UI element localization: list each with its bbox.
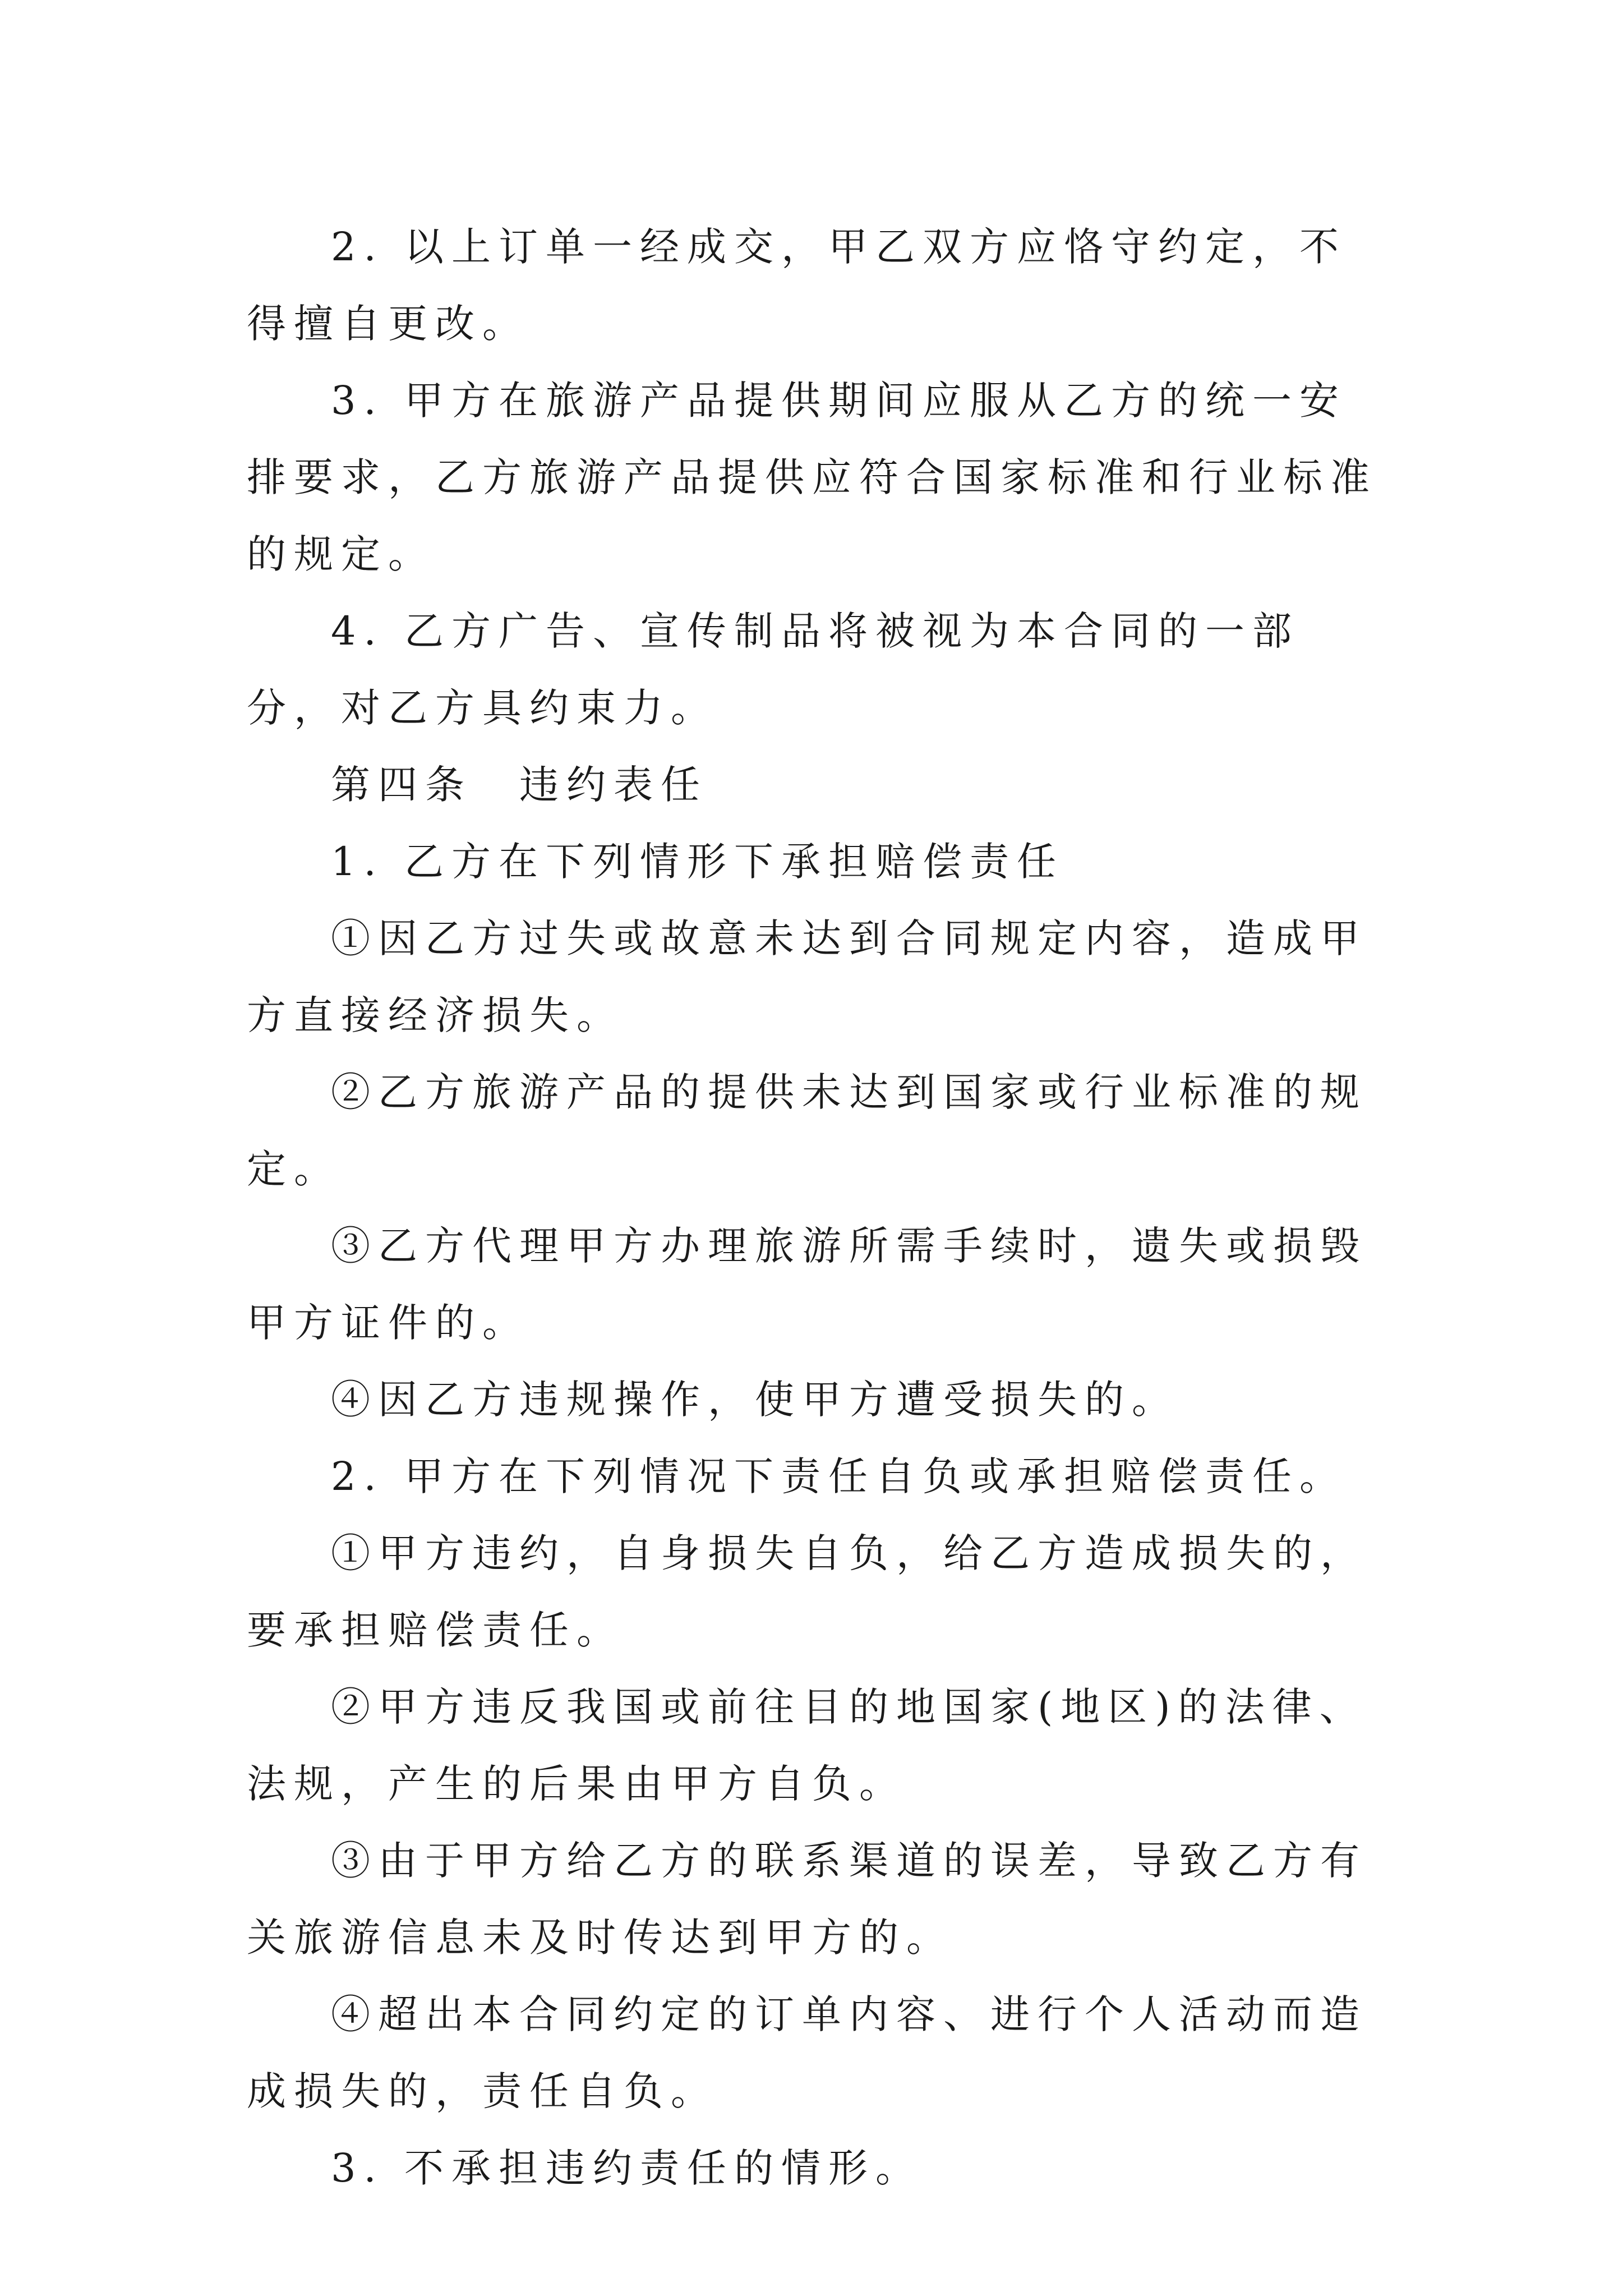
list-item-b-2: ②乙方旅游产品的提供未达到国家或行业标准的规定。 — [247, 1069, 1367, 1192]
list-item-b-3: ③乙方代理甲方办理旅游所需手续时，遗失或损毁甲方证件的。 — [247, 1223, 1367, 1346]
list-item-a-3: ③由于甲方给乙方的联系渠道的误差，导致乙方有关旅游信息未及时传达到甲方的。 — [247, 1838, 1367, 1961]
list-item-a-2: ②甲方违反我国或前往目的地国家(地区)的法律、法规，产生的后果由甲方自负。 — [247, 1684, 1367, 1807]
list-item-b-1: ①因乙方过失或故意未达到合同规定内容，造成甲方直接经济损失。 — [247, 915, 1367, 1038]
section-heading-article-4: 第四条 违约表任 — [331, 762, 708, 808]
paragraph-party-b-liability: 1. 乙方在下列情形下承担赔偿责任 — [331, 839, 1064, 885]
list-item-b-4: ④因乙方违规操作，使甲方遭受损失的。 — [331, 1377, 1179, 1423]
paragraph-clause-3: 3. 甲方在旅游产品提供期间应服从乙方的统一安排要求，乙方旅游产品提供应符合国家标准和行业标准的规定。 — [247, 378, 1377, 577]
paragraph-party-a-liability: 2. 甲方在下列情况下责任自负或承担赔偿责任。 — [331, 1453, 1347, 1499]
paragraph-clause-2: 2. 以上订单一经成交，甲乙双方应恪守约定，不得擅自更改。 — [247, 224, 1347, 347]
list-item-a-4: ④超出本合同约定的订单内容、进行个人活动而造成损失的，责任自负。 — [247, 1991, 1367, 2114]
paragraph-exemption: 3. 不承担违约责任的情形。 — [331, 2145, 923, 2191]
paragraph-clause-4: 4. 乙方广告、宣传制品将被视为本合同的一部分，对乙方具约束力。 — [247, 608, 1300, 731]
contract-text — [247, 209, 1380, 2207]
list-item-a-1: ①甲方违约，自身损失自负，给乙方造成损失的，要承担赔偿责任。 — [247, 1530, 1367, 1653]
